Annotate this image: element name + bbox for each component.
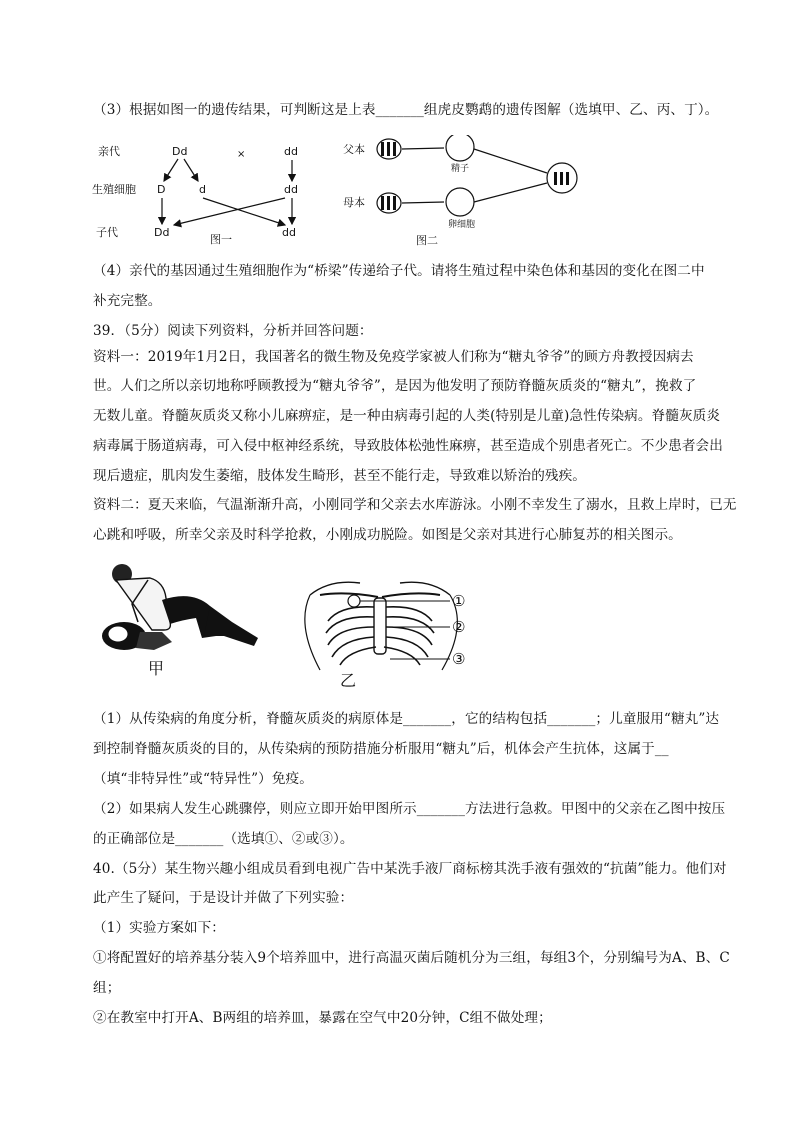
chromosome-figure-2 [340, 135, 580, 250]
gamete-D: D [157, 183, 166, 196]
figure-2-caption: 图二 [416, 234, 438, 247]
figure-yi-caption: 乙 [340, 671, 357, 690]
marker-2: ② [452, 618, 466, 636]
sperm-cell [446, 135, 474, 161]
egg-cell [446, 188, 474, 216]
q39-part2-line2: 的正确部位是_______（选填①、②或③）。 [93, 831, 354, 847]
q39-part1-line2: 到控制脊髓灰质炎的目的，从传染病的预防措施分析服用“糖丸”后，机体会产生抗体，这属于__ [93, 741, 669, 757]
parent1-genotype: Dd [172, 145, 188, 158]
q39-material1-line4: 病毒属于肠道病毒，可入侵中枢神经系统，导致肢体松弛性麻痹，甚至造成个别患者死亡。不少患者会出 [93, 438, 723, 454]
offspring-dd: dd [282, 226, 296, 239]
q39-part2-line1: （2）如果病人发生心跳骤停，则应立即开始甲图所示_______方法进行急救。甲图中的父亲在乙图中按压 [93, 801, 726, 817]
label-egg: 卵细胞 [448, 220, 476, 230]
q39-material1-line1: 资料一：2019年1月2日，我国著名的微生物及免疫学家被人们称为“糖丸爷爷”的顾方舟教授因病去 [93, 349, 694, 365]
label-offspring: 子代 [96, 226, 118, 239]
label-father: 父本 [343, 143, 365, 156]
gamete-dd: dd [284, 183, 298, 196]
label-mother: 母本 [343, 196, 365, 209]
parent2-genotype: dd [284, 145, 298, 158]
q40-line6: ②在教室中打开A、B两组的培养皿，暴露在空气中20分钟，C组不做处理； [93, 1010, 552, 1026]
marker-3: ③ [452, 650, 466, 668]
q39-material1-line3: 无数儿童。脊髓灰质炎又称小儿麻痹症，是一种由病毒引起的人类(特别是儿童)急性传染病。脊髓灰质炎 [93, 408, 721, 424]
q40-line4: ①将配置好的培养基分装入9个培养皿中，进行高温灭菌后随机分为三组，每组3个，分别编号为A、B、C [93, 950, 730, 966]
q40-line2: 此产生了疑问，于是设计并做了下列实验： [93, 890, 354, 906]
q39-material2-line1: 资料二：夏天来临，气温渐渐升高，小刚同学和父亲去水库游泳。小刚不幸发生了溺水，且救上岸时，已无 [93, 497, 737, 513]
q39-material1-line2: 世。人们之所以亲切地称呼顾教授为“糖丸爷爷”，是因为他发明了预防脊髓灰质炎的“糖丸”，挽救了 [93, 378, 697, 394]
q40-line3: （1）实验方案如下： [93, 920, 225, 936]
label-parent-generation: 亲代 [98, 145, 120, 158]
cpr-illustration-jia [92, 560, 267, 680]
marker-1: ① [452, 592, 466, 610]
label-sperm: 精子 [451, 164, 470, 174]
q39-part1-line1: （1）从传染病的角度分析，脊髓灰质炎的病原体是_______，它的结构包括_______；儿童服用“糖丸”达 [93, 711, 720, 727]
ribcage-illustration-yi [290, 565, 490, 690]
genetic-cross-figure-1 [92, 140, 332, 250]
q40-line1: 40.（5分）某生物兴趣小组成员看到电视广告中某洗手液厂商标榜其洗手液有强效的“抗菌”能力。他们对 [93, 861, 727, 877]
gamete-d: d [199, 183, 206, 196]
q38-part4-text-line2: 补充完整。 [93, 293, 162, 309]
figure-jia-caption: 甲 [148, 659, 165, 678]
q40-line5: 组； [93, 980, 121, 996]
q39-material2-line2: 心跳和呼吸，所幸父亲及时科学抢救，小刚成功脱险。如图是父亲对其进行心肺复苏的相关图示。 [93, 527, 682, 543]
q38-part3-text: （3）根据如图一的遗传结果，可判断这是上表_______组虎皮鹦鹉的遗传图解（选填甲、乙、丙、丁）。 [93, 102, 719, 118]
figure-1-caption: 图一 [210, 233, 232, 246]
q39-heading: 39．（5分）阅读下列资料，分析并回答问题： [93, 323, 373, 339]
q39-part1-line3: （填“非特异性”或“特异性”）免疫。 [93, 771, 313, 787]
offspring-Dd: Dd [154, 226, 170, 239]
label-germ-cells: 生殖细胞 [92, 183, 136, 196]
q39-material1-line5: 现后遗症，肌肉发生萎缩，肢体发生畸形，甚至不能行走，导致难以矫治的残疾。 [93, 468, 586, 484]
q38-part4-text-line1: （4）亲代的基因通过生殖细胞作为“桥梁”传递给子代。请将生殖过程中染色体和基因的变化在图二中 [93, 263, 705, 279]
cross-symbol: × [237, 149, 246, 160]
